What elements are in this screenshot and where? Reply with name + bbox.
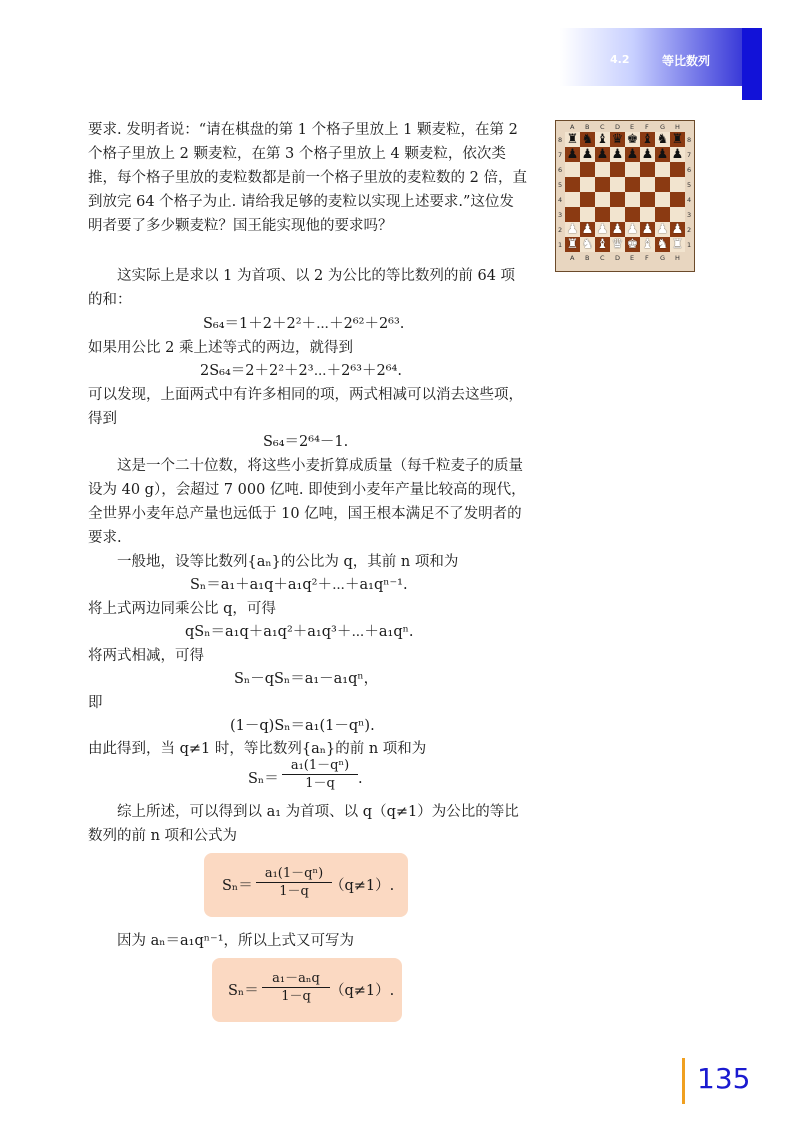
- formula-b-lhs: Sₙ＝: [222, 878, 253, 894]
- file-label-bottom: D: [615, 254, 621, 262]
- board-square: [670, 192, 685, 207]
- header-accent-bar: [742, 28, 762, 100]
- formula-a-denominator: 1－q: [305, 776, 335, 791]
- board-square: [610, 162, 625, 177]
- board-square: ♟: [596, 222, 609, 237]
- formula-b-numerator: a₁(1－qⁿ): [256, 865, 332, 883]
- rank-label-left: 2: [558, 226, 563, 234]
- board-square: ♜: [566, 237, 579, 252]
- board-square: ♝: [641, 237, 654, 252]
- file-label-bottom: E: [630, 254, 635, 262]
- board-square: [610, 207, 625, 222]
- board-square: ♟: [611, 222, 624, 237]
- board-square: ♜: [671, 132, 684, 147]
- paragraph-4: 可以发现，上面两式中有许多相同的项，两式相减可以消去这些项，得到: [88, 387, 523, 427]
- paragraph-5: 这是一个二十位数，将这些小麦折算成质量（每千粒麦子的质量设为 40 g），会超过 7 000 亿吨. 即使到小麦年产量比较高的现代，全世界小麦年总产量也远低于 10 亿吨，国王根本满足不了发明者的要求.: [88, 458, 526, 546]
- board-square: ♚: [626, 132, 639, 147]
- board-square: [580, 162, 595, 177]
- board-square: [580, 177, 595, 192]
- formula-s64-result: S₆₄＝2⁶⁴－1.: [263, 434, 349, 450]
- formula-a-numerator: a₁(1－qⁿ): [282, 757, 358, 775]
- file-label-bottom: C: [600, 254, 605, 262]
- formula-c-tail: （q≠1）.: [330, 983, 395, 999]
- board-square: ♟: [656, 147, 669, 162]
- formula-b-denominator: 1－q: [279, 884, 309, 899]
- board-square: [565, 177, 580, 192]
- board-square: ♟: [611, 147, 624, 162]
- board-square: ♟: [641, 147, 654, 162]
- file-label-bottom: F: [645, 254, 649, 262]
- formula-a-tail: .: [358, 771, 363, 787]
- file-label-top: B: [585, 123, 590, 131]
- formula-b-fraction: [256, 865, 332, 900]
- formula-a-lhs: Sₙ＝: [248, 771, 279, 787]
- formula-c-fraction: [262, 970, 330, 1005]
- page-number: 135: [697, 1062, 751, 1095]
- paragraph-3: 如果用公比 2 乘上述等式的两边，就得到: [88, 340, 353, 356]
- board-square: [655, 192, 670, 207]
- rank-label-right: 5: [687, 181, 692, 189]
- board-square: ♟: [671, 147, 684, 162]
- paragraph-11: 综上所述，可以得到以 a₁ 为首项、以 q（q≠1）为公比的等比数列的前 n 项和公式为: [88, 804, 519, 844]
- board-square: [655, 207, 670, 222]
- paragraph-6: 一般地，设等比数列{aₙ}的公比为 q，其前 n 项和为: [117, 554, 459, 570]
- formula-s64-sum: S₆₄＝1＋2＋2²＋⋯＋2⁶²＋2⁶³.: [203, 316, 405, 332]
- board-square: [670, 177, 685, 192]
- paragraph-12: 因为 aₙ＝a₁qⁿ⁻¹，所以上式又可写为: [117, 933, 355, 949]
- formula-c-denominator: 1－q: [281, 989, 311, 1004]
- file-label-top: G: [660, 123, 666, 131]
- header-band: [560, 28, 742, 86]
- rank-label-left: 7: [558, 151, 563, 159]
- rank-label-right: 6: [687, 166, 692, 174]
- board-square: ♝: [596, 132, 609, 147]
- file-label-top: H: [675, 123, 680, 131]
- board-square: [640, 192, 655, 207]
- board-square: [625, 177, 640, 192]
- board-square: [640, 162, 655, 177]
- paragraph-1: 要求. 发明者说：“请在棋盘的第 1 个格子里放上 1 颗麦粒，在第 2 个格子里放上 2 颗麦粒，在第 3 个格子里放上 4 颗麦粒，依次类推，每个格子里放的麦粒数都是前一个格子里放的麦粒数的 2 倍，直到放完 64 个格子为止. 请给我足够的麦粒以实现上述要求.”这位发明者要了多少颗麦粒？国王能实现他的要求吗？: [88, 122, 527, 234]
- formula-a-fraction: [282, 757, 358, 792]
- paragraph-2: 这实际上是求以 1 为首项、以 2 为公比的等比数列的前 64 项的和：: [88, 268, 516, 308]
- rank-label-right: 4: [687, 196, 692, 204]
- board-square: ♟: [596, 147, 609, 162]
- board-square: ♞: [581, 237, 594, 252]
- rank-label-left: 4: [558, 196, 563, 204]
- rank-label-right: 3: [687, 211, 692, 219]
- board-square: ♞: [656, 132, 669, 147]
- board-square: ♟: [581, 222, 594, 237]
- board-square: [565, 162, 580, 177]
- file-label-bottom: H: [675, 254, 680, 262]
- board-square: [625, 207, 640, 222]
- formula-c-lhs: Sₙ＝: [228, 983, 259, 999]
- rank-label-left: 3: [558, 211, 563, 219]
- board-square: [610, 177, 625, 192]
- board-square: ♞: [581, 132, 594, 147]
- board-square: [670, 207, 685, 222]
- rank-label-left: 8: [558, 136, 563, 144]
- board-square: ♟: [581, 147, 594, 162]
- board-square: [565, 192, 580, 207]
- board-square: [595, 192, 610, 207]
- board-square: [655, 162, 670, 177]
- file-label-top: F: [645, 123, 649, 131]
- board-square: ♛: [611, 237, 624, 252]
- board-square: ♞: [656, 237, 669, 252]
- board-square: [625, 162, 640, 177]
- rank-label-left: 1: [558, 241, 563, 249]
- board-square: [595, 162, 610, 177]
- board-square: ♟: [626, 147, 639, 162]
- formula-b-tail: （q≠1）.: [330, 878, 395, 894]
- formula-difference: Sₙ－qSₙ＝a₁－a₁qⁿ，: [234, 671, 379, 687]
- paragraph-7: 将上式两边同乘公比 q，可得: [88, 601, 276, 617]
- rank-label-left: 5: [558, 181, 563, 189]
- board-square: ♜: [566, 132, 579, 147]
- board-square: ♟: [656, 222, 669, 237]
- board-square: [655, 177, 670, 192]
- board-square: ♛: [611, 132, 624, 147]
- board-square: ♟: [566, 147, 579, 162]
- section-number: 4.2: [610, 53, 630, 66]
- file-label-bottom: G: [660, 254, 666, 262]
- formula-sn-expanded: Sₙ＝a₁＋a₁q＋a₁q²＋⋯＋a₁qⁿ⁻¹.: [190, 577, 408, 593]
- board-square: [640, 207, 655, 222]
- formula-c-numerator: a₁－aₙq: [262, 970, 330, 988]
- section-title: 等比数列: [662, 54, 711, 68]
- board-square: [610, 192, 625, 207]
- formula-factored: (1－q)Sₙ＝a₁(1－qⁿ).: [230, 718, 375, 734]
- board-square: ♟: [671, 222, 684, 237]
- board-square: [565, 207, 580, 222]
- board-square: ♝: [596, 237, 609, 252]
- file-label-bottom: B: [585, 254, 590, 262]
- rank-label-right: 1: [687, 241, 692, 249]
- paragraph-9: 即: [88, 695, 103, 711]
- paragraph-8: 将两式相减，可得: [88, 648, 204, 664]
- board-square: [580, 207, 595, 222]
- board-square: ♟: [626, 222, 639, 237]
- board-square: ♚: [626, 237, 639, 252]
- rank-label-left: 6: [558, 166, 563, 174]
- board-square: ♟: [566, 222, 579, 237]
- file-label-top: C: [600, 123, 605, 131]
- board-square: [580, 192, 595, 207]
- board-square: [640, 177, 655, 192]
- board-square: [625, 192, 640, 207]
- paragraph-10: 由此得到，当 q≠1 时，等比数列{aₙ}的前 n 项和为: [88, 741, 427, 757]
- board-square: ♝: [641, 132, 654, 147]
- rank-label-right: 8: [687, 136, 692, 144]
- page-number-bar: [682, 1058, 685, 1104]
- rank-label-right: 7: [687, 151, 692, 159]
- file-label-top: D: [615, 123, 621, 131]
- rank-label-right: 2: [687, 226, 692, 234]
- file-label-top: E: [630, 123, 635, 131]
- board-square: [595, 207, 610, 222]
- formula-2s64: 2S₆₄＝2＋2²＋2³⋯＋2⁶³＋2⁶⁴.: [200, 363, 402, 379]
- formula-qsn: qSₙ＝a₁q＋a₁q²＋a₁q³＋⋯＋a₁qⁿ.: [185, 624, 414, 640]
- file-label-top: A: [570, 123, 575, 131]
- board-square: ♜: [671, 237, 684, 252]
- board-square: [670, 162, 685, 177]
- chessboard-image: [555, 120, 695, 272]
- board-square: ♟: [641, 222, 654, 237]
- board-square: [595, 177, 610, 192]
- file-label-bottom: A: [570, 254, 575, 262]
